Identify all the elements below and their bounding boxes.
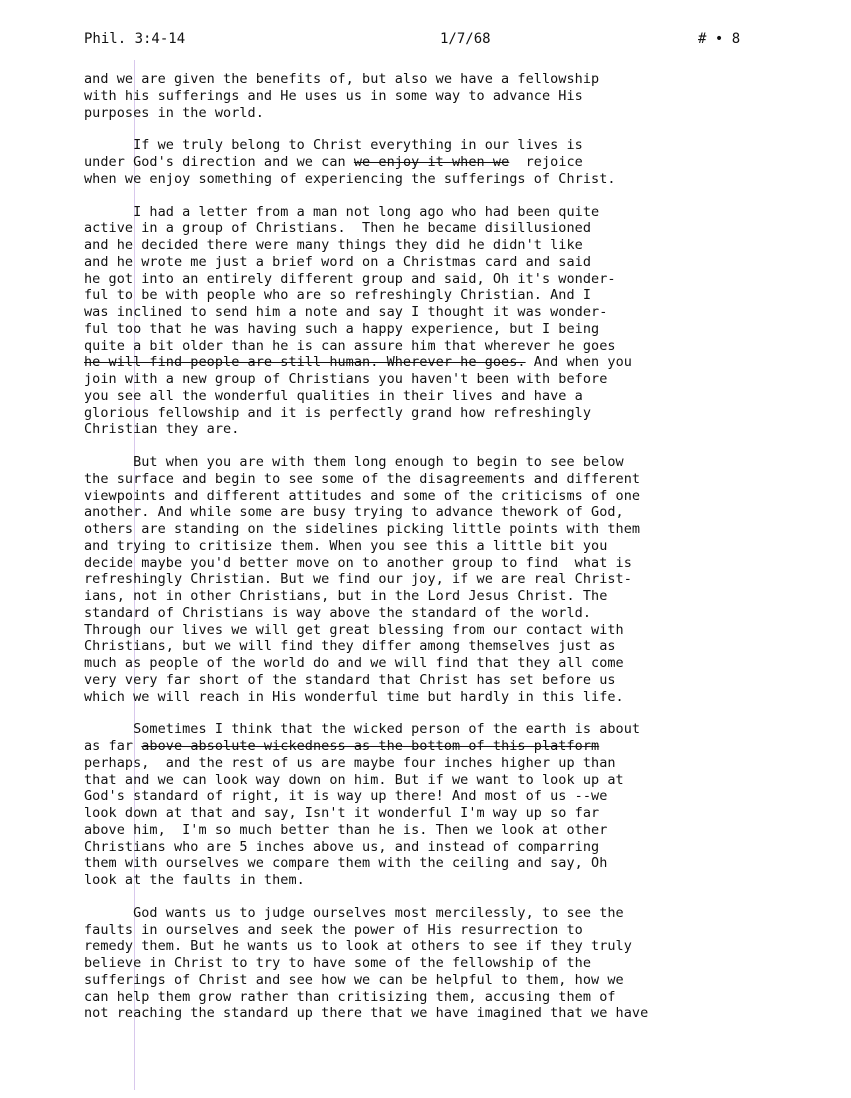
- line-text: the surface and begin to see some of the disagreements and different: [84, 470, 641, 487]
- line-text: join with a new group of Christians you haven't been with before: [84, 371, 608, 387]
- text-line: [84, 872, 784, 889]
- line-text: ful to be with people who are so refreshingly Christian. And I: [84, 287, 592, 304]
- text-line: [84, 388, 784, 405]
- text-line: [84, 788, 784, 805]
- text-line: [84, 588, 784, 605]
- text-line: [84, 105, 784, 122]
- line-text: I had a letter from a man not long ago who had been quite: [84, 203, 600, 220]
- line-text: If we truly belong to Christ everything in our lives is: [84, 137, 583, 154]
- text-line: [84, 938, 784, 955]
- text-line: [84, 504, 784, 521]
- text-line: [84, 471, 784, 488]
- paragraph: [84, 721, 784, 889]
- struck-text: he will find people are still human. Wherever he goes.: [84, 354, 526, 371]
- text-line: [84, 555, 784, 572]
- text-line: [84, 772, 784, 789]
- text-line: [84, 88, 784, 105]
- line-text: quite a bit older than he is can assure him that wherever he goes: [84, 337, 616, 354]
- text-line: [84, 905, 784, 922]
- text-line: [84, 220, 784, 237]
- text-line: [84, 805, 784, 822]
- text-line: [84, 154, 784, 171]
- text-line: [84, 171, 784, 188]
- text-line: [84, 287, 784, 304]
- line-text: sufferings of Christ and see how we can be helpful to them, how we: [84, 971, 624, 988]
- line-text: God wants us to judge ourselves most mercilessly, to see the: [84, 904, 624, 921]
- text-line: [84, 454, 784, 471]
- line-text: others are standing on the sidelines picking little points with them: [84, 521, 641, 537]
- line-text: Christian they are.: [84, 421, 240, 438]
- text-line: [84, 989, 784, 1006]
- struck-text: we enjoy it when we: [353, 154, 510, 170]
- line-text: and he wrote me just a brief word on a Christmas card and said: [84, 253, 592, 270]
- text-line: [84, 839, 784, 856]
- text-line: [84, 338, 784, 355]
- line-text: you see all the wonderful qualities in their lives and have a: [84, 387, 583, 404]
- line-text: look down at that and say, Isn't it wonderful I'm way up so far: [84, 805, 600, 821]
- line-text: glorious fellowship and it is perfectly grand how refreshingly: [84, 404, 592, 421]
- line-text: refreshingly Christian. But we find our joy, if we are real Christ-: [84, 571, 632, 588]
- paragraph: [84, 204, 784, 439]
- page-header: [84, 28, 784, 50]
- text-line: [84, 972, 784, 989]
- line-text: and he decided there were many things they did he didn't like: [84, 237, 583, 253]
- text-line: [84, 521, 784, 538]
- line-text: with his sufferings and He uses us in some way to advance His: [84, 87, 583, 104]
- line-text: ians, not in other Christians, but in the Lord Jesus Christ. The: [84, 588, 608, 604]
- text-line: [84, 371, 784, 388]
- line-text: another. And while some are busy trying to advance thework of God,: [84, 504, 624, 521]
- line-text: and trying to critisize them. When you see this a little bit you: [84, 537, 608, 554]
- line-text: Christians, but we will find they differ among themselves just as: [84, 638, 616, 655]
- text-line: [84, 237, 784, 254]
- text-line: [84, 354, 784, 371]
- line-text: under God's direction and we can: [84, 154, 354, 170]
- page-number: # • 8: [698, 31, 741, 47]
- text-line: [84, 1005, 784, 1022]
- text-line: [84, 672, 784, 689]
- line-text: can help them grow rather than critisizing them, accusing them of: [84, 988, 616, 1005]
- text-line: [84, 922, 784, 939]
- text-line: [84, 304, 784, 321]
- text-line: [84, 271, 784, 288]
- text-line: [84, 254, 784, 271]
- line-text: perhaps, and the rest of us are maybe four inches higher up than: [84, 754, 616, 771]
- line-text: was inclined to send him a note and say I thought it was wonder-: [84, 304, 608, 320]
- text-line: [84, 488, 784, 505]
- text-line: [84, 204, 784, 221]
- line-text: Christians who are 5 inches above us, and instead of comparring: [84, 838, 600, 855]
- line-text: faults in ourselves and seek the power of His resurrection to: [84, 921, 583, 938]
- line-text: which we will reach in His wonderful time but hardly in this life.: [84, 688, 624, 705]
- text-line: [84, 822, 784, 839]
- line-text: Sometimes I think that the wicked person of the earth is about: [84, 721, 641, 738]
- text-line: [84, 689, 784, 706]
- line-text: believe in Christ to try to have some of the fellowship of the: [84, 955, 592, 971]
- paragraph: [84, 905, 784, 1022]
- line-text: God's standard of right, it is way up there! And most of us --we: [84, 788, 608, 805]
- line-text: purposes in the world.: [84, 104, 264, 121]
- line-text: them with ourselves we compare them with the ceiling and say, Oh: [84, 855, 608, 872]
- text-line: [84, 738, 784, 755]
- text-line: [84, 571, 784, 588]
- line-text: viewpoints and different attitudes and some of the criticisms of one: [84, 487, 641, 504]
- paragraph: [84, 454, 784, 705]
- text-line: [84, 321, 784, 338]
- line-text: when we enjoy something of experiencing the sufferings of Christ.: [84, 170, 616, 187]
- scripture-reference: Phil. 3:4-14: [84, 31, 186, 47]
- paragraph: [84, 71, 784, 121]
- line-text: active in a group of Christians. Then he became disillusioned: [84, 220, 592, 237]
- line-text: and we are given the benefits of, but also we have a fellowship: [84, 71, 600, 87]
- line-text: standard of Christians is way above the standard of the world.: [84, 604, 592, 621]
- text-line: [84, 605, 784, 622]
- text-line: [84, 655, 784, 672]
- text-line: [84, 721, 784, 738]
- text-line: [84, 137, 784, 154]
- line-text-after: And when you: [525, 354, 632, 371]
- sermon-text: [84, 71, 784, 1038]
- text-line: [84, 538, 784, 555]
- text-line: [84, 855, 784, 872]
- line-text: he got into an entirely different group and said, Oh it's wonder-: [84, 270, 616, 287]
- text-line: [84, 71, 784, 88]
- line-text: above him, I'm so much better than he is. Then we look at other: [84, 821, 608, 838]
- struck-text: above absolute wickedness as the bottom of this platform: [141, 738, 600, 754]
- line-text: very very far short of the standard that Christ has set before us: [84, 671, 616, 688]
- text-line: [84, 622, 784, 639]
- line-text: ful too that he was having such a happy experience, but I being: [84, 320, 600, 337]
- text-line: [84, 755, 784, 772]
- line-text: decide maybe you'd better move on to another group to find what is: [84, 554, 632, 571]
- line-text: much as people of the world do and we will find that they all come: [84, 655, 624, 671]
- line-text: as far: [84, 738, 142, 754]
- text-line: [84, 955, 784, 972]
- line-text: But when you are with them long enough to begin to see below: [84, 454, 624, 470]
- line-text: remedy them. But he wants us to look at others to see if they truly: [84, 938, 632, 955]
- line-text: Through our lives we will get great blessing from our contact with: [84, 621, 624, 638]
- text-line: [84, 405, 784, 422]
- line-text: look at the faults in them.: [84, 872, 305, 888]
- text-line: [84, 421, 784, 438]
- paragraph: [84, 137, 784, 187]
- line-text: not reaching the standard up there that we have imagined that we have: [84, 1005, 649, 1022]
- line-text-after: rejoice: [509, 154, 583, 170]
- sermon-date: 1/7/68: [440, 31, 491, 47]
- text-line: [84, 638, 784, 655]
- line-text: that and we can look way down on him. But if we want to look up at: [84, 771, 624, 788]
